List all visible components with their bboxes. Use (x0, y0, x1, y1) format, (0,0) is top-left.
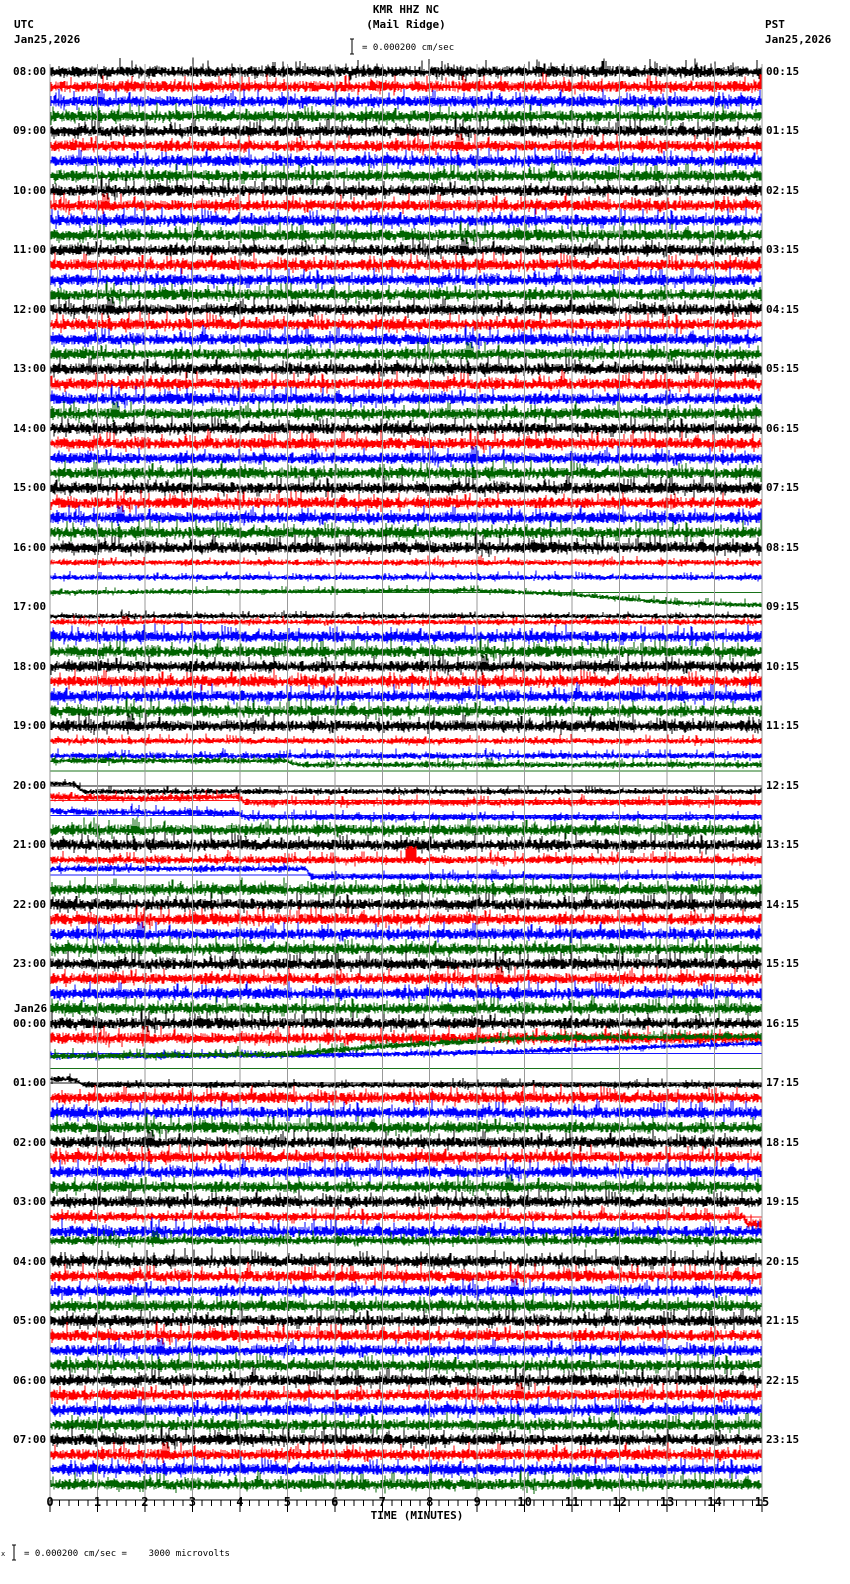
x-tick-label: 9 (473, 1495, 481, 1509)
utc-hour-label: 20:00 (13, 778, 47, 792)
utc-hour-label: 23:00 (13, 957, 47, 971)
x-tick-label: 4 (236, 1495, 244, 1509)
utc-hour-label: 03:00 (13, 1195, 47, 1209)
seismic-trace (50, 73, 762, 96)
utc-hour-label: 16:00 (13, 540, 47, 554)
pst-hour-label: 19:15 (766, 1195, 800, 1209)
seismic-trace (50, 238, 762, 260)
seismic-trace (50, 1098, 762, 1122)
seismic-trace (50, 556, 762, 568)
seismic-trace (50, 734, 762, 747)
utc-hour-label: 06:00 (13, 1373, 47, 1387)
utc-hour-label: 11:00 (13, 243, 47, 257)
seismic-trace (50, 446, 762, 468)
seismic-trace (50, 585, 762, 608)
x-tick-label: 7 (378, 1495, 386, 1509)
seismic-trace (50, 401, 762, 423)
seismic-trace (50, 297, 762, 319)
seismic-trace (50, 370, 762, 394)
seismic-trace (50, 668, 762, 691)
seismic-trace (50, 876, 762, 899)
utc-hour-label: 00:00 (13, 1016, 47, 1030)
pst-hour-label: 15:15 (766, 957, 800, 971)
utc-hour-label: 10:00 (13, 183, 47, 197)
utc-hour-label: 05:00 (13, 1314, 47, 1328)
seismic-trace (50, 1383, 762, 1405)
station-title: KMR HHZ NC (372, 3, 440, 16)
pst-hour-label: 11:15 (766, 719, 800, 733)
seismic-trace (50, 863, 762, 883)
x-tick-label: 5 (283, 1495, 291, 1509)
seismic-trace (50, 117, 762, 141)
seismic-trace (50, 1074, 762, 1091)
seismic-trace (50, 966, 762, 988)
seismic-trace (50, 846, 762, 867)
pst-hour-label: 21:15 (766, 1314, 800, 1328)
pst-hour-label: 23:15 (766, 1433, 800, 1447)
x-tick-label: 13 (659, 1495, 675, 1509)
seismic-trace (50, 1040, 762, 1061)
seismic-trace (50, 342, 762, 364)
utc-hour-label: 21:00 (13, 838, 47, 852)
x-tick-label: 0 (46, 1495, 54, 1509)
seismic-trace (50, 1292, 762, 1315)
left-timezone: UTC (14, 18, 34, 31)
pst-hour-label: 13:15 (766, 838, 800, 852)
seismic-trace (50, 950, 762, 974)
x-tick-label: 3 (188, 1495, 196, 1509)
x-tick-label: 6 (331, 1495, 339, 1509)
utc-hour-label: 08:00 (13, 65, 47, 78)
seismic-trace (50, 682, 762, 706)
x-tick-label: 2 (141, 1495, 149, 1509)
pst-hour-label: 06:15 (766, 421, 800, 435)
pst-hour-label: 17:15 (766, 1076, 800, 1090)
utc-hour-label: 19:00 (13, 719, 47, 733)
seismic-trace (50, 505, 762, 527)
pst-hour-label: 02:15 (766, 183, 800, 197)
pst-hour-label: 01:15 (766, 124, 800, 138)
x-tick-label: 15 (754, 1495, 770, 1509)
x-tick-label: 12 (612, 1495, 627, 1509)
seismic-trace (50, 1205, 762, 1229)
seismic-trace (50, 460, 762, 483)
pst-hour-label: 18:15 (766, 1135, 800, 1149)
pst-hour-label: 05:15 (766, 362, 800, 376)
x-tick-label: 1 (93, 1495, 102, 1509)
utc-hour-label: 04:00 (13, 1254, 47, 1268)
x-tick-label: 14 (707, 1495, 722, 1509)
seismic-trace (50, 713, 762, 735)
station-location: (Mail Ridge) (366, 18, 446, 31)
seismic-trace (50, 58, 762, 82)
pst-hour-label: 22:15 (766, 1373, 800, 1387)
footer-scale-text: = 0.000200 cm/sec = 3000 microvolts (24, 1549, 230, 1559)
seismic-trace (50, 654, 762, 676)
seismic-trace (50, 1248, 762, 1271)
right-timezone: PST (765, 18, 785, 31)
seismic-trace (50, 748, 762, 761)
pst-hour-label: 20:15 (766, 1254, 800, 1268)
seismic-trace (50, 193, 762, 215)
pst-hour-label: 10:15 (766, 659, 800, 673)
utc-hour-label: 18:00 (13, 659, 47, 673)
utc-hour-label: 02:00 (13, 1135, 47, 1149)
seismic-trace (50, 1130, 762, 1152)
footer-scale-bar-icon (10, 1542, 18, 1562)
utc-hour-label: 14:00 (13, 421, 47, 435)
seismic-trace (50, 1396, 762, 1419)
x-tick-label: 10 (517, 1495, 532, 1509)
pst-hour-label: 08:15 (766, 540, 800, 554)
pst-hour-label: 00:15 (766, 65, 800, 78)
date-change-label: Jan26 (14, 1001, 48, 1015)
utc-hour-label: 01:00 (13, 1076, 47, 1090)
x-axis-label: TIME (MINUTES) (370, 1509, 464, 1522)
utc-hour-label: 07:00 (13, 1433, 47, 1447)
footer-scale-prefix: x (1, 1550, 6, 1558)
pst-hour-label: 14:15 (766, 897, 800, 911)
scale-text: = 0.000200 cm/sec (362, 43, 455, 53)
x-tick-label: 8 (426, 1495, 434, 1509)
pst-hour-label: 16:15 (766, 1016, 800, 1030)
seismic-trace (50, 221, 762, 245)
pst-hour-label: 09:15 (766, 600, 800, 614)
left-date: Jan25,2026 (14, 33, 81, 46)
seismic-trace (50, 994, 762, 1018)
utc-hour-label: 17:00 (13, 600, 47, 614)
utc-hour-label: 22:00 (13, 897, 47, 911)
pst-hour-label: 03:15 (766, 243, 800, 257)
seismic-trace (50, 1174, 762, 1196)
utc-hour-label: 13:00 (13, 362, 47, 376)
right-date: Jan25,2026 (765, 33, 832, 46)
seismic-trace (50, 1144, 762, 1167)
x-tick-label: 11 (564, 1495, 580, 1509)
utc-hour-label: 09:00 (13, 124, 47, 138)
seismic-trace (50, 207, 762, 230)
pst-hour-label: 12:15 (766, 778, 800, 792)
seismic-trace (50, 571, 762, 582)
utc-hour-label: 12:00 (13, 302, 47, 316)
seismic-trace (50, 1158, 762, 1182)
seismic-trace (50, 779, 762, 796)
seismic-trace (50, 804, 762, 824)
utc-hour-label: 15:00 (13, 481, 47, 495)
pst-hour-label: 07:15 (766, 481, 800, 495)
seismic-trace (50, 251, 762, 274)
pst-hour-label: 04:15 (766, 302, 800, 316)
seismic-trace (50, 356, 762, 379)
